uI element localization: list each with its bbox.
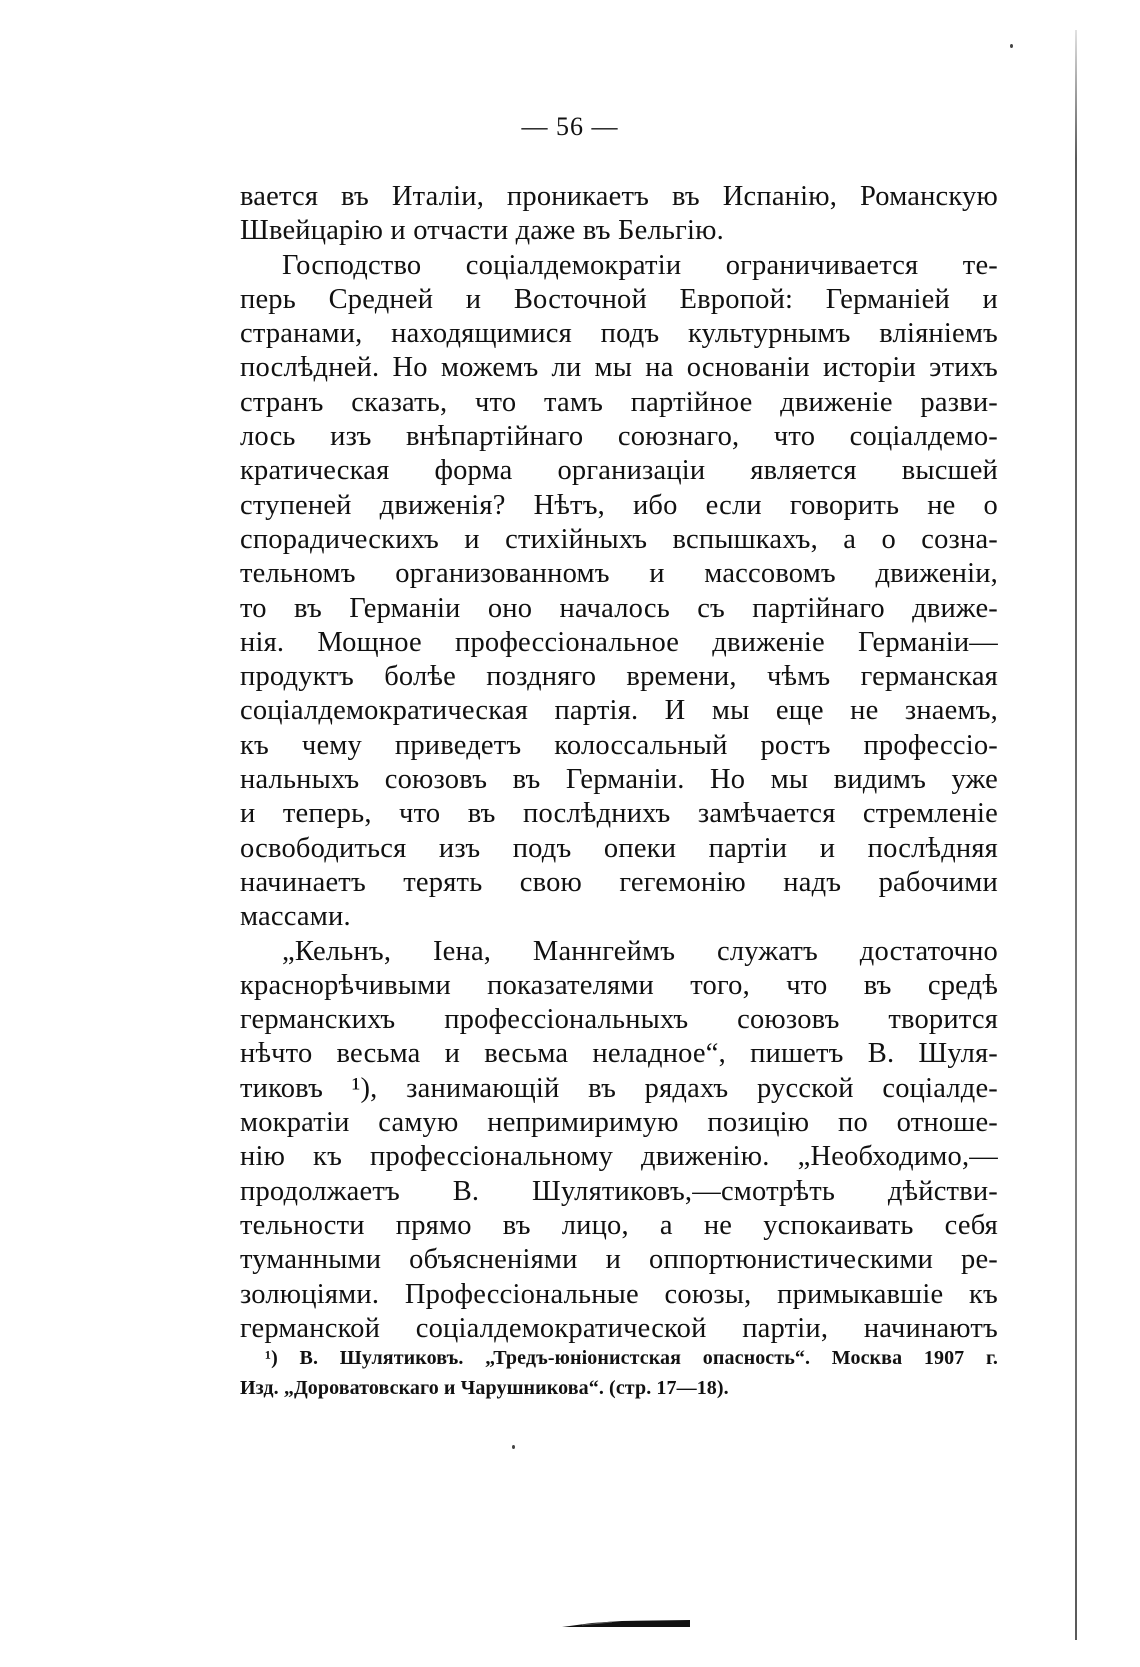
paper-speck <box>1010 44 1013 48</box>
text-line: продуктъ болѣе поздняго времени, чѣмъ германская <box>240 661 998 693</box>
text-line: нѣчто весьма и весьма неладное“, пишетъ В. Шуля- <box>240 1038 998 1070</box>
footnote-line: Изд. „Дороватовскаго и Чарушникова“. (стр. 17—18). <box>240 1377 729 1399</box>
text-line: тиковъ ¹), занимающій въ рядахъ русской соціалде- <box>240 1072 998 1104</box>
text-line: нальныхъ союзовъ въ Германіи. Но мы видимъ уже <box>240 764 998 796</box>
text-line: спорадическихъ и стихійныхъ вспышкахъ, а о созна- <box>240 523 998 555</box>
text-line: нія. Мощное профессіональное движеніе Германіи— <box>240 626 998 658</box>
text-line: германскихъ профессіональныхъ союзовъ творится <box>240 1004 998 1036</box>
paper-speck <box>512 1445 515 1449</box>
page-number: — 56 — <box>521 112 619 141</box>
page-edge-line <box>1075 30 1077 1640</box>
text-line: Швейцарію и отчасти даже въ Бельгію. <box>240 215 724 247</box>
text-line: массами. <box>240 901 351 933</box>
footnote <box>240 1343 998 1403</box>
body-text <box>240 180 998 1346</box>
printer-ornament <box>562 1618 690 1628</box>
text-line: туманными объясненіями и оппортюнистическими ре- <box>240 1244 998 1276</box>
text-line: къ чему приведетъ колоссальный ростъ профессіо- <box>240 729 998 761</box>
text-line: и теперь, что въ послѣднихъ замѣчается стремленіе <box>240 798 998 830</box>
text-line: мократіи самую непримиримую позицію по отноше- <box>240 1107 998 1139</box>
text-line: продолжаетъ В. Шулятиковъ,—смотрѣть дѣйстви- <box>240 1175 998 1207</box>
text-line: лось изъ внѣпартійнаго союзнаго, что соціалдемо- <box>240 421 998 453</box>
text-line: золюціями. Профессіональные союзы, примыкавшіе къ <box>240 1278 998 1310</box>
text-line: ступеней движенія? Нѣтъ, ибо если говорить не о <box>240 489 998 521</box>
footnote-line: ¹) В. Шулятиковъ. „Тредъ-юніонистская опасность“. Москва 1907 г. <box>265 1347 998 1369</box>
text-line: освободиться изъ подъ опеки партіи и послѣдняя <box>240 832 998 864</box>
text-line: тельности прямо въ лицо, а не успокаивать себя <box>240 1209 998 1241</box>
text-line: кратическая форма организаціи является высшей <box>240 455 998 487</box>
text-line: перь Средней и Восточной Европой: Германіей и <box>240 283 998 315</box>
text-line: краснорѣчивыми показателями того, что въ средѣ <box>240 969 998 1001</box>
text-line: „Кельнъ, Іена, Маннгеймъ служатъ достаточно <box>282 935 998 967</box>
text-line: германской соціалдемократической партіи, начинаютъ <box>240 1312 998 1344</box>
text-line: соціалдемократическая партія. И мы еще не знаемъ, <box>240 695 998 727</box>
text-line: нію къ профессіональному движенію. „Необходимо,— <box>240 1141 998 1173</box>
text-line: странами, находящимися подъ культурнымъ вліяніемъ <box>240 318 998 350</box>
text-line: вается въ Италіи, проникаетъ въ Испанію, Романскую <box>240 181 998 212</box>
text-line: странъ сказать, что тамъ партійное движеніе разви- <box>240 386 998 418</box>
text-line: тельномъ организованномъ и массовомъ движеніи, <box>240 558 998 590</box>
text-line: послѣдней. Но можемъ ли мы на основаніи исторіи этихъ <box>240 352 998 384</box>
text-line: Господство соціалдемократіи ограничивается те- <box>282 249 998 281</box>
text-line: начинаетъ терять свою гегемонію надъ рабочими <box>240 866 998 898</box>
text-line: то въ Германіи оно началось съ партійнаго движе- <box>240 592 998 624</box>
